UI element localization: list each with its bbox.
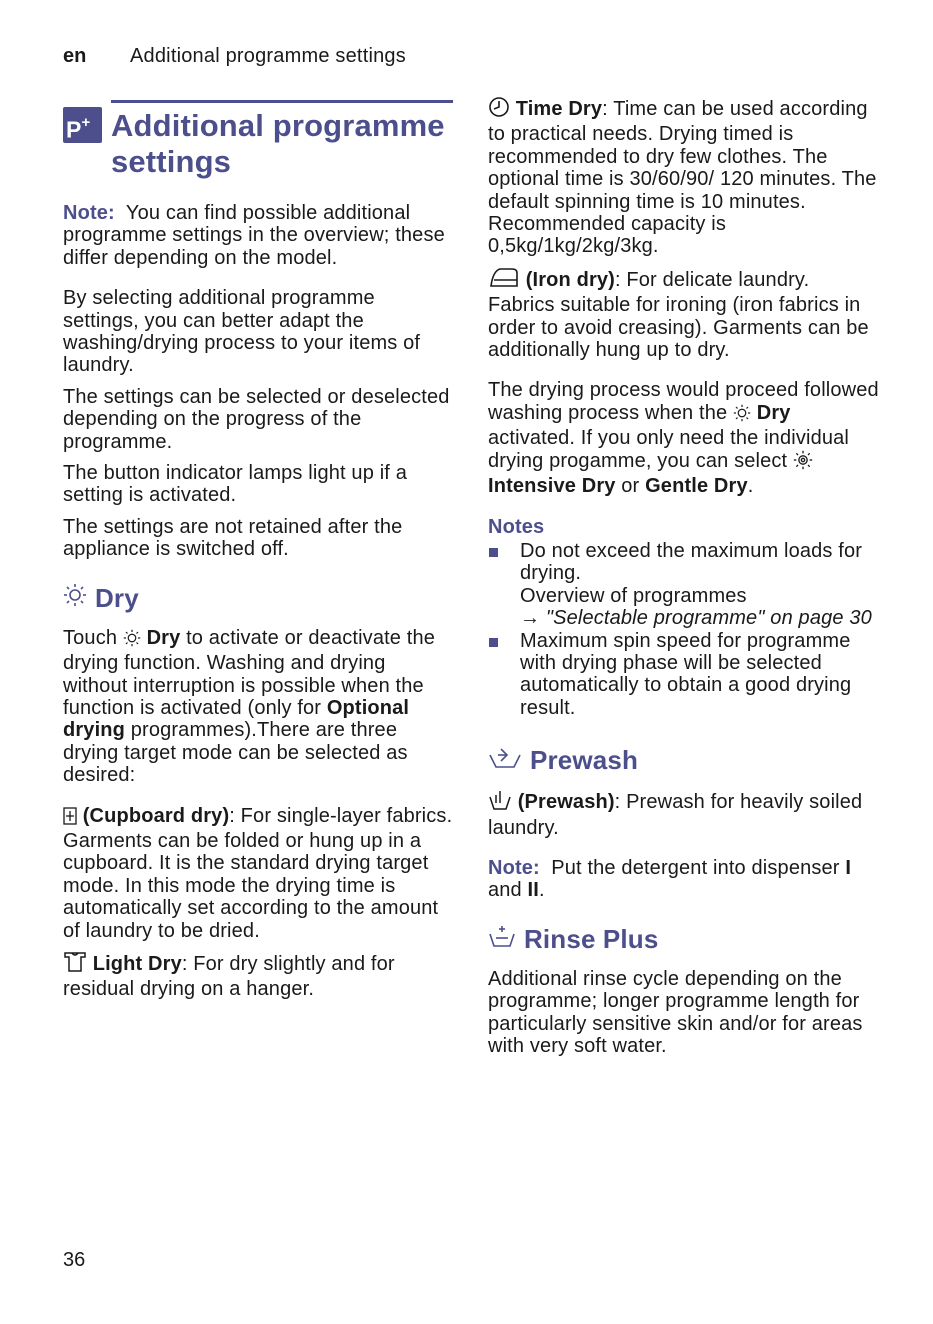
cupboard-icon [63, 807, 77, 830]
clock-icon [488, 96, 510, 123]
drying-process-paragraph: The drying process would proceed followed washing process when the Dry activated. If you only need the individual drying progamme, you can select Intensive Dry or Gentle Dry. [488, 379, 879, 498]
paragraph: The settings can be selected or deselected depending on the progress of the programme. [63, 385, 450, 453]
dry-heading: Dry [63, 583, 453, 613]
notes-list [488, 540, 880, 719]
light-dry-paragraph: Light Dry: For dry slightly and for residual drying on a hanger. [63, 952, 395, 1001]
note-label: Note: [63, 202, 115, 224]
hanger-icon [63, 951, 87, 978]
pplus-icon: P+ [63, 107, 102, 143]
list-item: Maximum spin speed for programme with drying phase will be selected automatically to obtain a good drying result. [488, 630, 880, 720]
paragraph: The settings are not retained after the appliance is switched off. [63, 515, 403, 561]
list-item: Do not exceed the maximum loads for drying. Overview of programmes → "Selectable programme" on page 30 [488, 540, 880, 630]
left-column [63, 100, 453, 1010]
running-header: Additional programme settings [130, 45, 406, 67]
section-title-block [63, 100, 453, 180]
language-code: en [63, 45, 87, 67]
rinse-plus-heading: Rinse Plus [488, 924, 880, 954]
page-number: 36 [63, 1249, 86, 1271]
dry-description: Touch Dry to activate or deactivate the drying function. Washing and drying without interruption is possible when the function is activated (only for Optional drying programmes).There are three drying target mode can be selected as desired: [63, 626, 436, 787]
paragraph: The button indicator lamps light up if a setting is activated. [63, 462, 407, 507]
sun-icon [123, 629, 141, 652]
prewash-note: Note: Put the detergent into dispenser I and II. [488, 856, 852, 902]
iron-icon [488, 267, 520, 294]
rinse-plus-paragraph: Additional rinse cycle depending on the programme; longer programme length for particularly sensitive skin and/or for areas with very soft water. [488, 967, 863, 1057]
iron-dry-paragraph: (Iron dry): For delicate laundry. Fabrics suitable for ironing (iron fabrics in order to avoid creasing). Garments can be additionally hung up to dry. [488, 268, 869, 362]
prewash-icon [488, 745, 522, 775]
arrow-icon: → [520, 607, 541, 630]
prewash-paragraph: (Prewash): Prewash for heavily soiled laundry. [488, 791, 863, 839]
sun-icon [733, 404, 751, 427]
rinse-icon [488, 924, 516, 954]
prewash-icon [488, 789, 512, 816]
right-column [488, 96, 880, 1066]
time-dry-paragraph: Time Dry: Time can be used according to practical needs. Drying timed is recommended to dry few clothes. The optional time is 30/60/90/ 120 minutes. The default spinning time is 10 minutes. Recommended capacity is 0,5kg/1kg/2kg/3kg. [488, 98, 877, 258]
note-paragraph: Note: You can find possible additional programme settings in the overview; these differ depending on the model. [63, 202, 445, 269]
intro-paragraph: By selecting additional programme settings, you can better adapt the washing/drying process to your items of laundry. [63, 287, 421, 377]
page-reference-link[interactable]: "Selectable programme" on page 30 [545, 607, 872, 630]
sun-icon [63, 583, 87, 613]
page-title: Additional programme settings [111, 108, 445, 179]
prewash-heading: Prewash [488, 745, 880, 775]
intensive-sun-icon [793, 450, 813, 475]
title-rule [111, 100, 453, 103]
cupboard-dry-paragraph: (Cupboard dry): For single-layer fabrics. Garments can be folded or hung up in a cupboard. It is the standard drying target mode. In this mode the drying time is automatically set according to the amount of laundry to be dried. [63, 804, 453, 942]
notes-heading: Notes [488, 515, 545, 538]
